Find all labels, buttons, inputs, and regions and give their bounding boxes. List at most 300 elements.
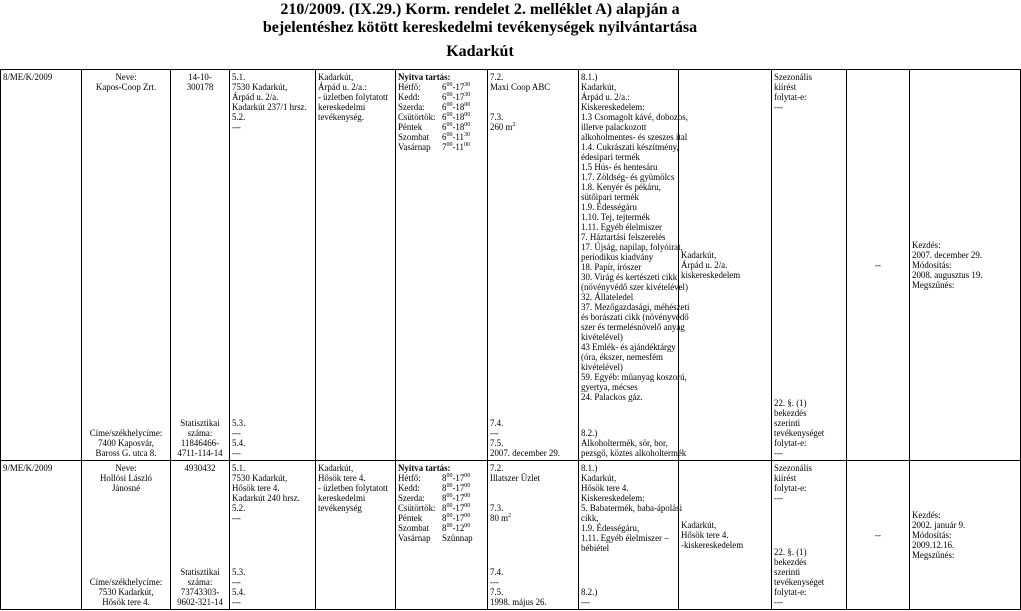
- shop-address-line: Hősök tere 4.: [232, 483, 280, 493]
- seasonal-sale: [774, 463, 844, 503]
- registration-id-line: 4930432: [184, 463, 216, 473]
- day-name: Péntek: [398, 122, 423, 132]
- cell-col-4: [230, 70, 316, 461]
- activity-place: [318, 463, 393, 513]
- activity-place-line: kereskedelmi: [318, 493, 366, 503]
- close-minute: 00: [464, 523, 471, 530]
- status-date-line: 2007. december 29.: [912, 250, 982, 260]
- excise-goods: [581, 587, 676, 607]
- statistical-number-line: 9602-321-14: [177, 597, 223, 607]
- opening-hours-row: [398, 112, 485, 122]
- day-name: Szombat: [398, 132, 430, 142]
- opening-hours-row: [398, 473, 485, 483]
- close-minute: 30: [464, 92, 471, 99]
- opening-hours-row: [398, 122, 485, 132]
- dash-text: --: [875, 530, 881, 540]
- close-hour: 11: [455, 132, 464, 142]
- opening-hours-row: [398, 132, 485, 142]
- close-hour: 17: [455, 513, 465, 523]
- status-date-line: 2009.12.16.: [912, 540, 955, 550]
- open-minute: 00: [446, 102, 453, 109]
- document-title-line-1: 210/2009. (IX.29.) Korm. rendelet 2. melléklet A) alapján a: [280, 1, 680, 18]
- statistical-number-line: 4711-114-14: [177, 448, 223, 458]
- shop-extra-line: ---: [232, 577, 241, 587]
- day-name: Csütörtök:: [398, 503, 436, 513]
- open-minute: 00: [446, 493, 453, 500]
- close-minute: 00: [464, 483, 471, 490]
- activity-place: [318, 72, 393, 122]
- close-hour: 17: [455, 503, 465, 513]
- product-line: 18. Papír, írószer: [581, 262, 642, 272]
- open-minute: 00: [446, 132, 453, 139]
- open-minute: 00: [446, 473, 453, 480]
- close-hour: 18: [455, 102, 465, 112]
- opening-hours: [398, 463, 485, 543]
- status-date-line: 2002. január 9.: [912, 520, 966, 530]
- day-name: Kedd:: [398, 483, 420, 493]
- registration-id-line: 14-10-: [188, 72, 212, 82]
- opening-hours-title: Nyitva tartás:: [398, 463, 451, 473]
- cell-col-6: [396, 70, 488, 461]
- opening-time: $6^{00}-18^{00}$: [442, 102, 471, 112]
- cell-col-9: [679, 461, 772, 610]
- opening-hours-row: [398, 523, 485, 533]
- cell-col-10: [772, 461, 847, 610]
- open-hour: 8: [442, 513, 447, 523]
- cell-col-8: [579, 461, 683, 610]
- operator-address-line: Baross G. utca 8.: [95, 448, 157, 458]
- section-22-line: folytat-e:: [774, 438, 807, 448]
- day-name: Hétfő:: [398, 82, 421, 92]
- shop-address: [232, 463, 313, 523]
- open-hour: 6: [442, 122, 447, 132]
- registration-id-line: 300178: [186, 82, 214, 92]
- opening-time: $8^{00}-17^{00}$: [442, 503, 471, 513]
- activity-place-line: Árpád u. 2/a.:: [318, 82, 367, 92]
- open-hour: 8: [442, 493, 447, 503]
- opening-hours-row: [398, 483, 485, 493]
- shop-address-line: 7530 Kadarkút,: [232, 82, 288, 92]
- open-hour: 8: [442, 483, 447, 493]
- product-list: [581, 463, 683, 553]
- statistical-number-line: Statisztikai: [180, 418, 220, 428]
- close-minute: 00: [464, 473, 471, 480]
- cell-col-5: [316, 461, 396, 610]
- day-name: Kedd:: [398, 92, 420, 102]
- registration-id: [173, 463, 227, 473]
- product-line: 30. Virág és kertészeti cikk: [581, 272, 678, 282]
- activity-place-line: Kadarkút,: [318, 463, 354, 473]
- document-title-line-2: bejelentéshez kötött kereskedelmi tevékenységek nyilvántartása: [262, 19, 698, 36]
- section-22-activity: [774, 398, 844, 458]
- cell-col-11: [847, 461, 910, 610]
- shop-area: [490, 122, 576, 132]
- shop-dates: [490, 567, 576, 607]
- opening-hours-title: Nyitva tartás:: [398, 72, 451, 82]
- operator-address-line: Hősök tere 4.: [102, 597, 150, 607]
- shop-info-line: 7.3.: [490, 112, 504, 122]
- excise-goods: [581, 428, 687, 458]
- cell-col-6: [396, 461, 488, 610]
- shop-info-line: 7.2.: [490, 463, 504, 473]
- product-line: Árpád u. 2/a.:: [581, 92, 630, 102]
- operator-name-line: Hollósi László: [99, 473, 152, 483]
- register-row-1: [0, 69, 1021, 461]
- shop-address-line: 5.1.: [232, 463, 246, 473]
- empty-field: [849, 530, 907, 540]
- shop-date-line: 7.4.: [490, 418, 504, 428]
- section-22-line: 22. §. (1): [774, 398, 807, 408]
- product-line: 17. Újság, napilap, folyóirat,: [581, 242, 683, 252]
- opening-time: $6^{00}-18^{00}$: [442, 122, 471, 132]
- section-22-line: ---: [774, 448, 783, 458]
- opening-time: $8^{00}-17^{00}$: [442, 483, 471, 493]
- excise-goods-line: 8.2.): [581, 428, 598, 438]
- day-name: Szombat: [398, 523, 430, 533]
- shop-date-line: 7.5.: [490, 587, 504, 597]
- cell-content: [681, 72, 769, 458]
- close-hour: 17: [455, 473, 465, 483]
- cell-col-12: [910, 461, 1021, 610]
- statistical-number-line: 73743303-: [180, 587, 220, 597]
- product-line: (óra, ékszer, nemesfém: [581, 352, 663, 362]
- trade-type-line: Kadarkút,: [681, 250, 717, 260]
- trade-type-line: Kadarkút,: [681, 520, 717, 530]
- operator-name-line: Jánosné: [111, 483, 141, 493]
- excise-goods-line: Alkoholtermék, sör, bor,: [581, 438, 668, 448]
- close-hour: 12: [455, 523, 465, 533]
- status-date-line: Módosítás:: [912, 530, 952, 540]
- cell-content: [173, 72, 227, 458]
- cell-col-12: [910, 70, 1021, 461]
- registration-number: 9/ME/K/2009: [3, 463, 53, 473]
- opening-hours-row: [398, 82, 485, 92]
- open-minute: 00: [446, 483, 453, 490]
- trade-type-line: Árpád u. 2/a.: [681, 260, 728, 270]
- shop-date-line: 1998. május 26.: [490, 597, 547, 607]
- cell-col-9: [679, 70, 772, 461]
- cell-col-3: [171, 461, 230, 610]
- day-name: Csütörtök:: [398, 112, 436, 122]
- cell-content: [232, 72, 313, 458]
- product-line: Kadarkút,: [581, 82, 617, 92]
- shop-info-line: Maxi Coop ABC: [490, 82, 551, 92]
- shop-address-line: 5.1.: [232, 72, 246, 82]
- product-line: 32. Állateledel: [581, 292, 634, 302]
- opening-hours-row: [398, 142, 485, 152]
- shop-dates: [490, 418, 576, 458]
- shop-address-line: ---: [232, 513, 241, 523]
- activity-place-line: Kadarkút,: [318, 72, 354, 82]
- operator-name: [84, 72, 168, 92]
- shop-info-line: 80 m: [490, 513, 508, 523]
- shop-address: [232, 72, 313, 132]
- product-line: kivételével): [581, 362, 623, 372]
- open-hour: 6: [442, 112, 447, 122]
- cell-content: [774, 463, 844, 607]
- status-dates: [912, 510, 1018, 560]
- shop-address-line: Kadarkút 237/1 hrsz.: [232, 102, 307, 112]
- opening-time: $6^{00}-18^{00}$: [442, 112, 471, 122]
- product-line: Hősök tere 4.: [581, 483, 629, 493]
- register-row-2: [0, 460, 1021, 610]
- open-hour: 6: [442, 102, 447, 112]
- activity-place-line: Hősök tere 4.: [318, 473, 366, 483]
- shop-extra-line: 5.3.: [232, 418, 246, 428]
- shop-extra-line: ---: [232, 448, 241, 458]
- settlement-title: Kadarkút: [446, 43, 514, 60]
- product-line: 1.11. Egyéb élelmiszer –: [581, 533, 669, 543]
- shop-date-line: ---: [490, 428, 499, 438]
- cell-content: [232, 463, 313, 607]
- activity-place-line: tevékenység.: [318, 112, 365, 122]
- product-line: kivételével): [581, 332, 623, 342]
- shop-date-line: 7.4.: [490, 567, 504, 577]
- product-line: Kiskereskedelem:: [581, 102, 645, 112]
- statistical-number: [173, 567, 227, 607]
- trade-type-line: Hősök tere 4.: [681, 530, 729, 540]
- status-date-line: Kezdés:: [912, 240, 941, 250]
- product-line: alkoholmentes- és szeszes ital: [581, 132, 688, 142]
- excise-goods-line: pezsgő, köztes alkoholtermék: [581, 448, 687, 458]
- product-line: bébiétel: [581, 543, 610, 553]
- product-line: 8.1.): [581, 463, 598, 473]
- statistical-number-line: száma:: [187, 577, 213, 587]
- statistical-number-line: 11846466-: [180, 438, 220, 448]
- open-minute: 00: [446, 82, 453, 89]
- shop-info: [490, 463, 576, 523]
- cell-content: [84, 72, 168, 458]
- product-line: 1.9. Édességáru,: [581, 523, 640, 533]
- shop-extra-line: ---: [232, 428, 241, 438]
- operator-name: [84, 463, 168, 493]
- seasonal-sale-line: kiírést: [774, 473, 797, 483]
- shop-extra: [232, 418, 313, 458]
- opening-hours-row: [398, 503, 485, 513]
- shop-info-line: 260 m: [490, 122, 513, 132]
- opening-time: $6^{00}-17^{30}$: [442, 92, 471, 102]
- opening-hours: [398, 72, 485, 152]
- shop-info-line: Illatszer Üzlet: [490, 473, 541, 483]
- open-minute: 00: [446, 503, 453, 510]
- status-date-line: Megszűnés:: [912, 280, 955, 290]
- close-hour: 17: [455, 82, 465, 92]
- close-minute: 00: [464, 122, 471, 129]
- close-hour: 17: [455, 92, 465, 102]
- seasonal-sale-line: Szezonális: [774, 463, 812, 473]
- section-22-line: szerinti: [774, 567, 801, 577]
- cell-content: [912, 463, 1018, 607]
- shop-date-line: ---: [490, 577, 499, 587]
- product-line: 1.5 Hús- és hentesáru: [581, 162, 658, 172]
- open-hour: 8: [442, 523, 447, 533]
- cell-content: [490, 72, 576, 458]
- cell-col-11: [847, 70, 910, 461]
- open-hour: 8: [442, 473, 447, 483]
- product-line: 37. Mezőgazdasági, méhészeti: [581, 302, 690, 312]
- product-line: édesipari termék: [581, 152, 640, 162]
- shop-extra-line: 5.4.: [232, 438, 246, 448]
- cell-content: [84, 463, 168, 607]
- shop-info: [490, 72, 576, 132]
- statistical-number-line: száma:: [187, 428, 213, 438]
- shop-address-line: ---: [232, 122, 241, 132]
- status-date-line: Megszűnés:: [912, 550, 955, 560]
- section-22-line: bekezdés: [774, 557, 807, 567]
- shop-info-line: [490, 92, 576, 102]
- opening-hours-row: [398, 92, 485, 102]
- cell-col-5: [316, 70, 396, 461]
- cell-content: [318, 72, 393, 458]
- product-line: illetve palackozott: [581, 122, 647, 132]
- cell-col-1: [1, 461, 82, 610]
- product-line: 1.9. Édességáru: [581, 202, 637, 212]
- shop-info-line: [490, 102, 576, 112]
- cell-content: [3, 463, 79, 607]
- product-line: 7. Háztartási felszerelés: [581, 232, 666, 242]
- shop-address-line: 5.2.: [232, 503, 246, 513]
- section-22-line: folytat-e:: [774, 587, 807, 597]
- shop-extra-line: 5.4.: [232, 587, 246, 597]
- status-dates: [912, 240, 1018, 290]
- open-hour: 7: [442, 142, 447, 152]
- cell-content: [398, 463, 485, 607]
- section-22-line: szerinti: [774, 418, 801, 428]
- operator-address: [84, 577, 168, 607]
- shop-address-line: Kadarkút 240 hrsz.: [232, 493, 300, 503]
- cell-content: [581, 463, 683, 607]
- close-hour: 17: [455, 493, 465, 503]
- operator-name-line: Kapos-Coop Zrt.: [95, 82, 157, 92]
- section-22-line: bekezdés: [774, 408, 807, 418]
- open-minute: 00: [446, 523, 453, 530]
- shop-extra-line: 5.3.: [232, 567, 246, 577]
- opening-time: $7^{00}-11^{00}$: [442, 142, 470, 152]
- product-line: sütőipari termék: [581, 192, 639, 202]
- seasonal-sale-line: kiírést: [774, 82, 797, 92]
- cell-content: [774, 72, 844, 458]
- seasonal-sale-line: ---: [774, 102, 783, 112]
- cell-col-10: [772, 70, 847, 461]
- product-line: periodikus kiadvány: [581, 252, 654, 262]
- cell-content: [490, 463, 576, 607]
- product-line: 59. Egyéb: műanyag koszorú,: [581, 372, 687, 382]
- cell-content: [3, 72, 79, 458]
- opening-time: $8^{00}-17^{00}$: [442, 493, 471, 503]
- seasonal-sale-line: Szezonális: [774, 72, 812, 82]
- open-minute: 00: [446, 112, 453, 119]
- shop-extra: [232, 567, 313, 607]
- product-line: 1.10. Tej, tejtermék: [581, 212, 650, 222]
- opening-hours-row: [398, 513, 485, 523]
- day-name: Vasárnap: [398, 142, 431, 152]
- operator-address-line: 7530 Kadarkút,: [98, 587, 154, 597]
- day-name: Hétfő:: [398, 473, 421, 483]
- activity-place-line: tevékenység: [318, 503, 362, 513]
- product-line: 43 Emlék- és ajándéktárgy: [581, 342, 676, 352]
- open-hour: 6: [442, 92, 447, 102]
- cell-col-3: [171, 70, 230, 461]
- operator-address-line: Címe/székhelycíme:: [89, 428, 163, 438]
- product-line: 24. Palackos gáz.: [581, 392, 643, 402]
- cell-col-4: [230, 461, 316, 610]
- product-line: Kadarkút,: [581, 473, 617, 483]
- section-22-line: ---: [774, 597, 783, 607]
- day-name: Péntek: [398, 513, 423, 523]
- close-hour: 11: [455, 142, 464, 152]
- opening-time: $6^{00}-11^{30}$: [442, 132, 470, 142]
- close-minute: 30: [464, 82, 471, 89]
- shop-address-line: 7530 Kadarkút,: [232, 473, 288, 483]
- activity-place-line: - üzletben folytatott: [318, 483, 388, 493]
- open-minute: 00: [446, 513, 453, 520]
- product-line: cikk,: [581, 513, 599, 523]
- operator-name-line: Neve:: [115, 72, 137, 82]
- close-minute: 00: [464, 112, 471, 119]
- product-line: 1.4. Cukrászati készítmény,: [581, 142, 679, 152]
- opening-time: $8^{00}-17^{00}$: [442, 513, 471, 523]
- status-date-line: Módosítás:: [912, 260, 952, 270]
- shop-date-line: 2007. december 29.: [490, 448, 560, 458]
- close-hour: 17: [455, 483, 465, 493]
- close-minute: 00: [464, 503, 471, 510]
- cell-content: [849, 72, 907, 458]
- close-minute: 00: [463, 142, 470, 149]
- open-minute: 00: [446, 122, 453, 129]
- section-22-line: 22. §. (1): [774, 547, 807, 557]
- open-hour: 8: [442, 503, 447, 513]
- close-minute: 00: [464, 493, 471, 500]
- cell-content: [912, 72, 1018, 458]
- shop-date-line: 7.5.: [490, 438, 504, 448]
- activity-place-line: kereskedelmi: [318, 102, 366, 112]
- empty-field: [849, 260, 907, 270]
- product-line: 5. Babatermék, baba-ápolási: [581, 503, 683, 513]
- seasonal-sale-line: folytat-e:: [774, 92, 807, 102]
- open-hour: 6: [442, 82, 447, 92]
- cell-col-2: [82, 461, 171, 610]
- excise-goods-line: ---: [581, 597, 590, 607]
- registration-number: 8/ME/K/2009: [3, 72, 53, 82]
- trade-type-line: kiskereskedelem: [681, 270, 741, 280]
- dash-text: --: [875, 260, 881, 270]
- product-line: és borászati cikk (növényvédő: [581, 312, 689, 322]
- operator-address: [84, 428, 168, 458]
- seasonal-sale-line: folytat-e:: [774, 483, 807, 493]
- shop-area: [490, 513, 576, 523]
- cell-col-1: [1, 70, 82, 461]
- cell-col-7: [488, 461, 579, 610]
- shop-extra-line: ---: [232, 597, 241, 607]
- shop-info-line: [490, 493, 576, 503]
- close-minute: 00: [464, 102, 471, 109]
- product-line: 1.3 Csomagolt kávé, dobozos,: [581, 112, 688, 122]
- close-minute: 00: [464, 513, 471, 520]
- cell-content: [681, 463, 769, 607]
- product-line: szer és termelésnövelő anyag: [581, 322, 685, 332]
- section-22-line: tevékenységet: [774, 428, 825, 438]
- cell-content: [173, 463, 227, 607]
- product-line: (növényvédő szer kivételével): [581, 282, 688, 292]
- product-line: gyertya, mécses: [581, 382, 638, 392]
- section-22-line: tevékenységet: [774, 577, 825, 587]
- day-name: Szerda:: [398, 102, 425, 112]
- close-minute: 30: [463, 132, 470, 139]
- trade-type: [681, 520, 769, 550]
- product-line: 8.1.): [581, 72, 598, 82]
- cell-content: [318, 463, 393, 607]
- seasonal-sale: [774, 72, 844, 112]
